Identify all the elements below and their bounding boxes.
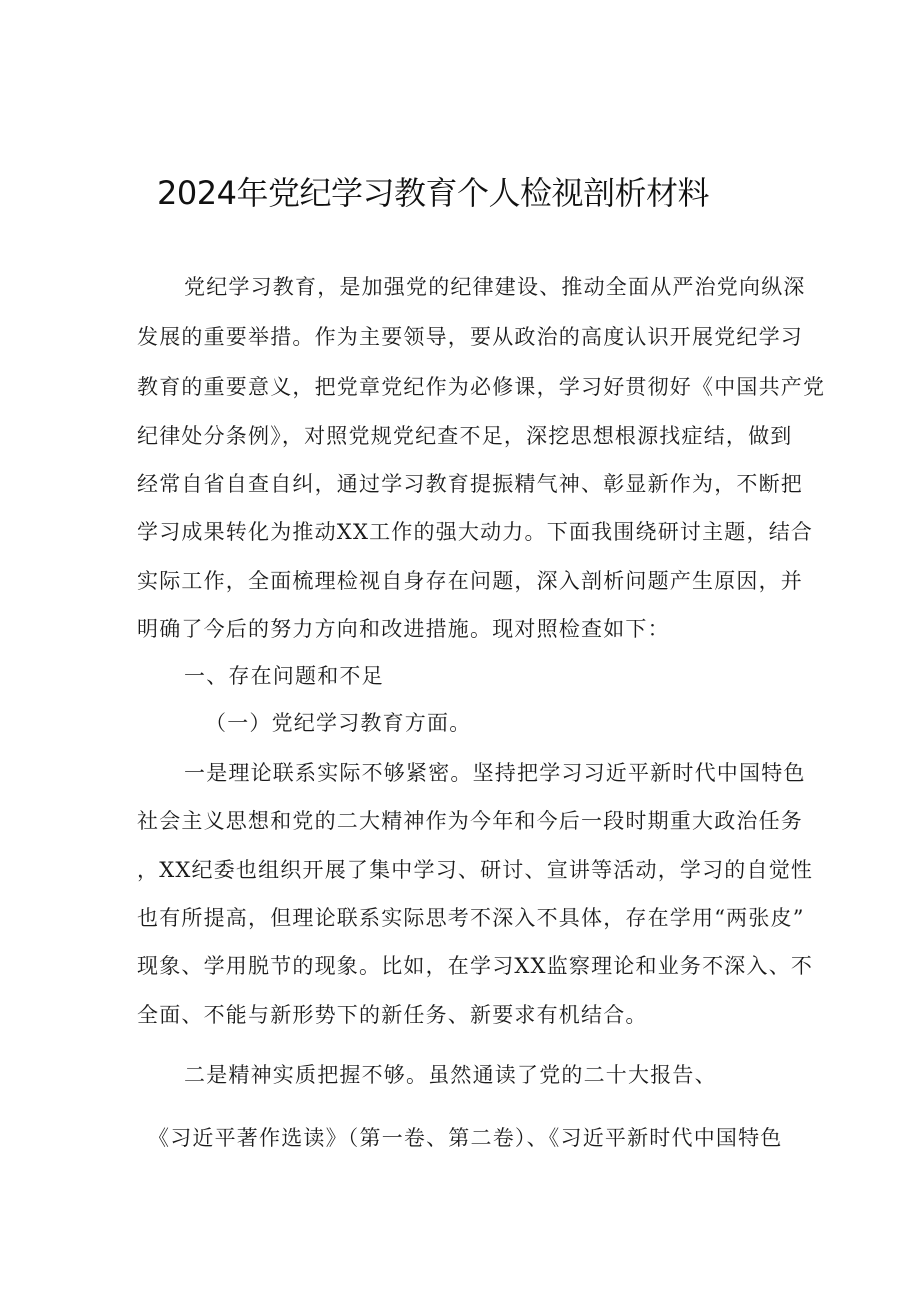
- paragraph-line: 实际工作，全面梳理检视自身存在问题，深入剖析问题产生原因，并: [137, 569, 803, 593]
- paragraph-line: 也有所提高，但理论联系实际思考不深入不具体，存在学用“两张皮”: [137, 906, 805, 930]
- paragraph-line: 学习成果转化为推动XX工作的强大动力。下面我围绕研讨主题，结合: [137, 520, 814, 544]
- paragraph-line: 发展的重要举措。作为主要领导，要从政治的高度认识开展党纪学习: [137, 325, 803, 349]
- paragraph-line: 《习近平著作选读》（第一卷、第二卷）、《习近平新时代中国特色: [148, 1126, 783, 1150]
- paragraph-line: 经常自省自查自纠，通过学习教育提振精气神、彰显新作为，不断把: [137, 472, 803, 496]
- section-heading: 一、存在问题和不足: [184, 664, 384, 688]
- paragraph-line: 党纪学习教育，是加强党的纪律建设、推动全面从严治党向纵深: [184, 275, 806, 299]
- paragraph-line: 现象、学用脱节的现象。比如，在学习XX监察理论和业务不深入、不: [137, 954, 814, 978]
- document-title: 2024年党纪学习教育个人检视剖析材料: [157, 174, 709, 212]
- paragraph-line: 教育的重要意义，把党章党纪作为必修课，学习好贯彻好《中国共产党: [137, 375, 826, 399]
- paragraph-line: 二是精神实质把握不够。虽然通读了党的二十大报告、: [184, 1063, 717, 1087]
- paragraph-line: 明确了今后的努力方向和改进措施。现对照检查如下：: [137, 617, 670, 641]
- paragraph-line: 纪律处分条例》，对照党规党纪查不足，深挖思想根源找症结，做到: [137, 424, 793, 448]
- paragraph-line: 一是理论联系实际不够紧密。坚持把学习习近平新时代中国特色: [184, 761, 806, 785]
- paragraph-line: ，XX纪委也组织开展了集中学习、研讨、宣讲等活动，学习的自觉性: [137, 858, 814, 882]
- subsection-heading: （一）党纪学习教育方面。: [205, 711, 472, 735]
- paragraph-line: 社会主义思想和党的二大精神作为今年和今后一段时期重大政治任务: [137, 809, 803, 833]
- paragraph-line: 全面、不能与新形势下的新任务、新要求有机结合。: [137, 1003, 648, 1027]
